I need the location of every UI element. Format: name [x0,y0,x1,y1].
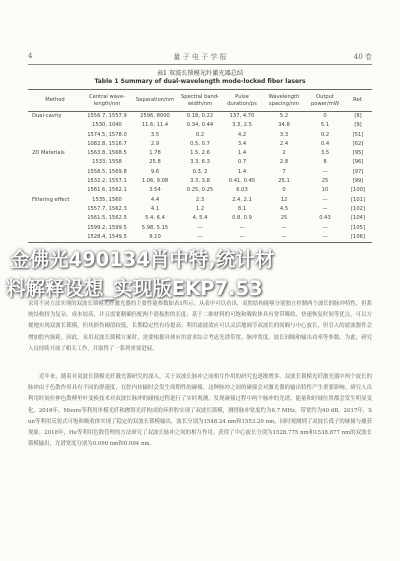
table-cell-method [28,131,82,140]
table-cell: 1.4 [237,168,247,175]
table-row [28,112,372,122]
table-cell-method [28,140,82,149]
table-cell: 0.34, 0.44 [186,122,214,129]
table-row [28,121,372,130]
table-cell: 8.1 [237,205,247,212]
table-row [28,149,372,158]
table-cell: 0.43 [319,215,331,222]
table-cell: 0.3, 2 [192,168,208,175]
table-cell: 34.8 [278,122,290,129]
table-cell: 0.41, 0.45 [228,178,256,185]
table-cell: 0.2 [320,131,330,138]
table-cell: 3.54 [149,187,161,194]
column-header: Central wave-length/nm [82,90,132,112]
table-cell: 3.3, 2.5 [232,122,252,129]
table-cell: [104] [351,215,365,222]
table-cell-method [28,121,82,130]
table-cell: — [222,233,262,243]
table-row [28,140,372,149]
table-cell: 4.2 [237,131,247,138]
table-cell: — [262,233,306,243]
table-cell: — [281,224,287,231]
table-cell: 0.8, 0.9 [232,215,252,222]
table-cell: 5.4, 6.4 [145,215,165,222]
table-cell: 137, 4.70 [229,113,255,119]
table-cell: 0.7 [237,159,247,166]
table-cell: 1556.7, 1557.9 [87,113,127,119]
table-cell-method [28,158,82,167]
table-cell: 1563.8, 1568.5 [87,150,127,157]
table-cell: 4, 5.4 [192,215,208,222]
table-cell: 1558.5, 1569.8 [87,168,127,175]
table-cell: 0 [282,187,286,194]
table-cell-method [28,177,82,186]
table-cell: 2.4 [279,140,289,147]
table-cell-method [28,214,82,223]
column-header: Ref. [344,90,372,112]
table-cell: [51] [352,131,364,138]
table-row [28,131,372,140]
table-cell: 9.6 [150,168,160,175]
table-cell: 0.4 [320,140,330,147]
table-cell: 1535, 1560 [92,196,122,203]
table-cell: 10 [321,187,329,194]
table-cell: 25.1 [278,178,290,185]
table-cell: 0 [323,113,327,119]
table-cell: 1082.8, 1516.7 [87,140,127,147]
table-cell: 1561.6, 1562.1 [87,187,127,194]
column-header: Output power/mW [306,90,344,112]
table-cell: 1561.5, 1562.5 [87,215,127,222]
watermark-line: 料解释设想_实现版EKP7.53 [6,277,263,300]
table-cell: 7 [282,168,286,175]
column-header: Method [28,90,82,112]
table-cell: 1528.4, 1549.5 [82,233,132,243]
table-cell: [8] [354,113,362,119]
table-cell: 2 [282,150,286,157]
table-row [28,177,372,186]
table-cell: 1.78 [149,150,161,157]
table-cell: 3.3 [279,131,289,138]
table-cell: 1.06, 9.08 [141,178,169,185]
table-cell-method [28,233,82,243]
table-row [28,205,372,214]
table-cell: 3.5 [320,150,330,157]
table-cell-method [28,224,82,233]
body-paragraph: 近年来，随着对双波长锁模光纤激光器研究的深入，关于双波长脉冲之间相互作用的研究也逐渐增多。双波长锁模光纤激光器中两个波长的脉冲由于色散作用具有不同的群速度，在腔内传输时会发生周期性的碰撞，这种脉冲之间的碰撞会对激光器的输出特性产生重要影响。研究人员利用时间拉伸色散傅里叶变换技术对双波长脉冲的碰撞过程进行了实时观测，发现碰撞过程中两个脉冲的光谱、能量和时域位置都会发生明显变化。2016年，Moore等利用单模光纤和掺铒光纤构成的环形腔实现了双波长锁模，测得脉冲宽度约为6.7 MHz，带宽约为40 dB。2017年，Sun等利用反射式可饱和吸收体实现了稳定的双波长锁模输出，波长分别为1548.24 nm和1553.20 nm，同时观测到了双波长孤子的碰撞与捕获现象。2018年，He等利用色散管理的方法研究了双波长脉冲之间的相互作用，获得了中心波长分别为1528.775 nm和1538.877 nm的双波长锁模输出，光谱宽度分别为0.090 nm和0.094 nm。 [28,374,372,448]
table-cell-method [28,205,82,214]
table-cell: 0.25, 0.25 [186,187,214,194]
running-header [28,52,372,64]
header-divider [28,64,372,65]
table-cell: 0.2 [195,131,205,138]
table-cell: [106] [344,233,372,243]
table-cell: 25.8 [149,159,161,166]
table-row [28,168,372,177]
table-cell-method [28,186,82,195]
watermark-line: 金佛光490134肖中特,统计材 [10,248,275,271]
journal-title: 量 子 电 子 学 报 [173,53,227,61]
table-cell: 25 [321,178,329,185]
table-cell: [95] [352,150,364,157]
table-row [28,233,372,243]
table-cell: — [322,224,328,231]
table-row [28,214,372,223]
table-cell-method: Filtering effect [32,196,70,203]
table-cell: 1533, 1558 [92,159,122,166]
table-cell: [96] [352,159,364,166]
table-cell: 3.3, 6.3 [190,159,210,166]
table-cell: [97] [352,168,364,175]
summary-table [28,89,372,243]
table-cell: 3.3, 3.8 [190,178,210,185]
table-cell: 8 [323,159,327,166]
table-cell: 3.5 [150,131,160,138]
table-cell: — [322,168,328,175]
column-header: Wavelength spacing/nm [262,90,306,112]
column-header: Separation/nm [132,90,178,112]
table-cell: 1.2 [195,205,205,212]
body-paragraph: 采用不同方法实现的双波长锁模光纤激光器的主要性能参数如表1所示。从表中可以看出，双腔结构能够分别独立控制两个波长的脉冲特性，但系统结构较为复杂，成本较高，并且需要精确匹配两个谐振腔的长度；基于二维材料的可饱和吸收体具有宽带吸收、快速恢复时间等优点，可以方便地实现双波长锁模，但其损伤阈值较低，长期稳定性有待提高；利用滤波效应可以灵活地调节双波长的间隔与中心波长，但引入的滤波器件会增加腔内损耗。因此，采用双波长锁模方案时，需要根据具体应用需求综合考虑光谱带宽、脉冲宽度、波长间隔和输出功率等参数。为此，研究人员持续开展了相关工作，并取得了一系列重要进展。 [28,301,372,352]
table-cell: [100] [351,187,365,194]
table-row [28,158,372,167]
table-caption [28,69,372,86]
table-cell-method: Dual-cavity [32,113,62,119]
table-caption-english: Table 1 Summary of dual-wavelength mode-locked fiber lasers [94,78,306,85]
table-cell: — [197,224,203,231]
table-cell: 2.3 [195,196,205,203]
table-cell: 1574.5, 1578.0 [87,131,127,138]
table-cell: 1.4 [237,150,247,157]
table-cell: 2.8 [279,159,289,166]
table-cell: 0.18, 0.22 [186,113,214,119]
table-cell: 4.5 [279,205,289,212]
table-cell: 25 [280,215,288,222]
table-cell-method: 2D Materials [32,150,65,157]
table-cell: 0.5, 0.7 [190,140,210,147]
table-body [28,112,372,243]
table-cell: — [322,205,328,212]
table-cell: 1532.2, 1557.1 [87,178,127,185]
table-row [28,196,372,205]
table-cell: 2.4, 2.1 [232,196,252,203]
table-cell: 2596, 8000 [140,113,170,119]
table-row [28,224,372,233]
table-cell: [99] [352,178,364,185]
table-cell: 8.10 [132,233,178,243]
table-cell: 1530, 1040 [92,122,122,129]
table-cell: 5.2 [279,113,289,119]
table-cell: 4.1 [150,205,160,212]
column-header: Pulse duration/ps [222,90,262,112]
table-cell: 3.4 [237,140,247,147]
table-cell: 5.98, 5.15 [141,224,169,231]
table-cell: [101] [351,196,365,203]
table-cell: 6.03 [236,187,248,194]
table-cell: — [322,196,328,203]
table-cell: 4.4 [150,196,160,203]
page-number: 4 [28,52,33,60]
table-header-row [28,90,372,112]
table-cell: — [239,224,245,231]
table-cell: 1557.7, 1562.3 [87,205,127,212]
table-cell: 1.5, 2.6 [190,150,210,157]
table-cell-method [28,168,82,177]
table-cell: 12 [280,196,288,203]
table-cell: [62] [352,140,364,147]
table-cell: [102] [351,205,365,212]
table-cell: 1599.2, 1599.5 [87,224,127,231]
table-cell: 2.9 [150,140,160,147]
watermark-overlay [0,245,400,305]
table-cell: 11.6, 11.4 [141,122,169,129]
table-row [28,186,372,195]
table-cell: — [306,233,344,243]
table-caption-chinese: 表1 双波长锁模光纤激光器总结 [156,70,244,77]
table-cell: [105] [351,224,365,231]
column-header: Spectral band-width/nm [178,90,222,112]
table-cell: [9] [354,122,362,129]
volume-number: 40 卷 [353,53,372,61]
table-cell: 5.1 [320,122,330,129]
table-cell: — [178,233,222,243]
